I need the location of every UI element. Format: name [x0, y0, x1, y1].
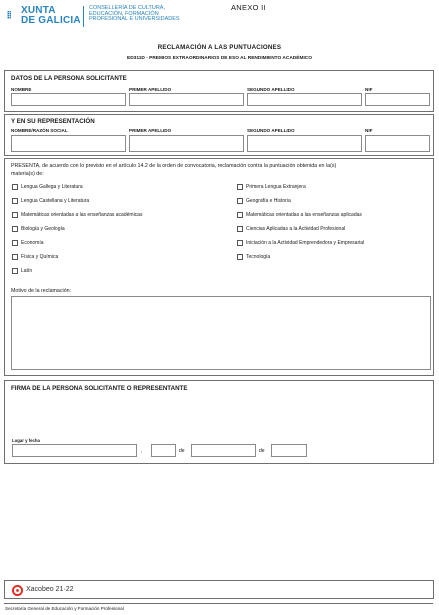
logo-dept-line: EDUCACIÓN, FORMACIÓN — [89, 10, 159, 17]
subject-checkbox[interactable] — [12, 254, 18, 260]
claim-intro-line: materia(s) de: — [11, 170, 44, 177]
subject-checkbox[interactable] — [12, 184, 18, 190]
subject-checkbox[interactable] — [237, 254, 243, 260]
xunta-logo — [7, 5, 197, 29]
logo-name — [21, 6, 81, 26]
logo-divider — [83, 6, 84, 27]
place-date-label: Lugar y fecha — [12, 438, 40, 443]
subject-label: Iniciación a la Actividad Emprendedora y Empresarial — [246, 240, 365, 246]
claim-intro — [11, 163, 431, 178]
page-title: RECLAMACIÓN A LAS PUNTUACIONES — [157, 44, 282, 51]
subject-label: Tecnología — [246, 254, 271, 260]
subject-label: Ciencias Aplicadas a la Actividad Profesional — [246, 226, 346, 232]
field-label: SEGUNDO APELLIDO — [247, 87, 295, 92]
logo-name-line1: XUNTA — [21, 5, 56, 16]
footer-divider — [4, 603, 433, 604]
place-input[interactable] — [12, 444, 137, 457]
field-label: SEGUNDO APELLIDO — [247, 128, 295, 133]
place-date-separator: , — [141, 448, 143, 454]
subject-checkbox[interactable] — [237, 240, 243, 246]
representative-nif-input[interactable] — [365, 135, 430, 152]
xacobeo-brand: Xacobeo 21·22 — [26, 586, 74, 593]
applicant-section-title: DATOS DE LA PERSONA SOLICITANTE — [11, 75, 127, 82]
subject-checkbox[interactable] — [12, 212, 18, 218]
subject-checkbox[interactable] — [237, 184, 243, 190]
subject-checkbox[interactable] — [237, 226, 243, 232]
applicant-first-surname-input[interactable] — [129, 93, 244, 106]
applicant-second-surname-input[interactable] — [247, 93, 362, 106]
footer-secretary: Secretaría General de Educación y Formación Profesional — [5, 606, 124, 611]
subject-checkbox[interactable] — [12, 198, 18, 204]
subject-label: Geografía e Historia — [246, 198, 291, 204]
representative-name-input[interactable] — [11, 135, 126, 152]
day-input[interactable] — [151, 444, 176, 457]
reason-label: Motivo de la reclamación: — [11, 288, 72, 294]
subject-label: Matemáticas orientadas a las enseñanzas aplicadas — [246, 212, 362, 218]
subject-label: Economía — [21, 240, 44, 246]
applicant-nif-input[interactable] — [365, 93, 430, 106]
applicant-name-input[interactable] — [11, 93, 126, 106]
claim-intro-line: PRESENTA, de acuerdo con lo previsto en el artículo 14.2 de la orden de convocatoria, reclamación contra la puntuación obtenida en la(s) — [11, 163, 337, 169]
month-input[interactable] — [191, 444, 256, 457]
logo-dept-line: PROFESIONAL E UNIVERSIDADES — [89, 16, 180, 23]
year-input[interactable] — [271, 444, 307, 457]
field-label: PRIMER APELLIDO — [129, 87, 172, 92]
subject-checkbox[interactable] — [12, 240, 18, 246]
signature-section-title: FIRMA DE LA PERSONA SOLICITANTE O REPRESENTANTE — [11, 385, 188, 392]
subject-label: Biología y Geología — [21, 226, 65, 232]
field-label: NIF — [365, 87, 373, 92]
subject-label: Primera Lengua Extranjera — [246, 184, 306, 190]
footer-brand-box — [4, 580, 434, 599]
applicant-section — [4, 70, 434, 112]
logo-name-line2: DE GALICIA — [21, 15, 81, 26]
subject-checkbox[interactable] — [12, 268, 18, 274]
subject-checkbox[interactable] — [237, 212, 243, 218]
claim-section — [4, 158, 434, 376]
date-separator: de — [259, 448, 265, 454]
subject-label: Matemáticas orientadas a las enseñanzas académicas — [21, 212, 143, 218]
date-separator: de — [179, 448, 185, 454]
field-label: NOMBRE/RAZÓN SOCIAL — [11, 128, 68, 133]
subject-label: Lengua Gallega y Literatura — [21, 184, 83, 190]
field-label: PRIMER APELLIDO — [129, 128, 172, 133]
xunta-cross-icon — [7, 5, 18, 27]
representative-second-surname-input[interactable] — [247, 135, 362, 152]
representative-section-title: Y EN SU REPRESENTACIÓN — [11, 118, 95, 125]
logo-dept-line: CONSELLERÍA DE CULTURA, — [89, 5, 166, 11]
subject-label: Lengua Castellana y Literatura — [21, 198, 90, 204]
subject-label: Física y Química — [21, 254, 59, 260]
logo-department — [89, 6, 209, 23]
subject-label: Latín — [21, 268, 33, 274]
field-label: NOMBRE — [11, 87, 32, 92]
xacobeo-logo-icon — [12, 585, 23, 596]
field-label: NIF — [365, 128, 373, 133]
representative-first-surname-input[interactable] — [129, 135, 244, 152]
reason-textarea[interactable] — [11, 296, 431, 370]
signature-section — [4, 380, 434, 464]
subject-checkbox[interactable] — [237, 198, 243, 204]
subject-checkbox[interactable] — [12, 226, 18, 232]
page-subtitle: ED311D - PREMIOS EXTRAORDINARIOS DE ESO AL RENDIMIENTO ACADÉMICO — [127, 56, 312, 61]
annex-label: ANEXO II — [231, 3, 266, 12]
representative-section — [4, 114, 434, 156]
